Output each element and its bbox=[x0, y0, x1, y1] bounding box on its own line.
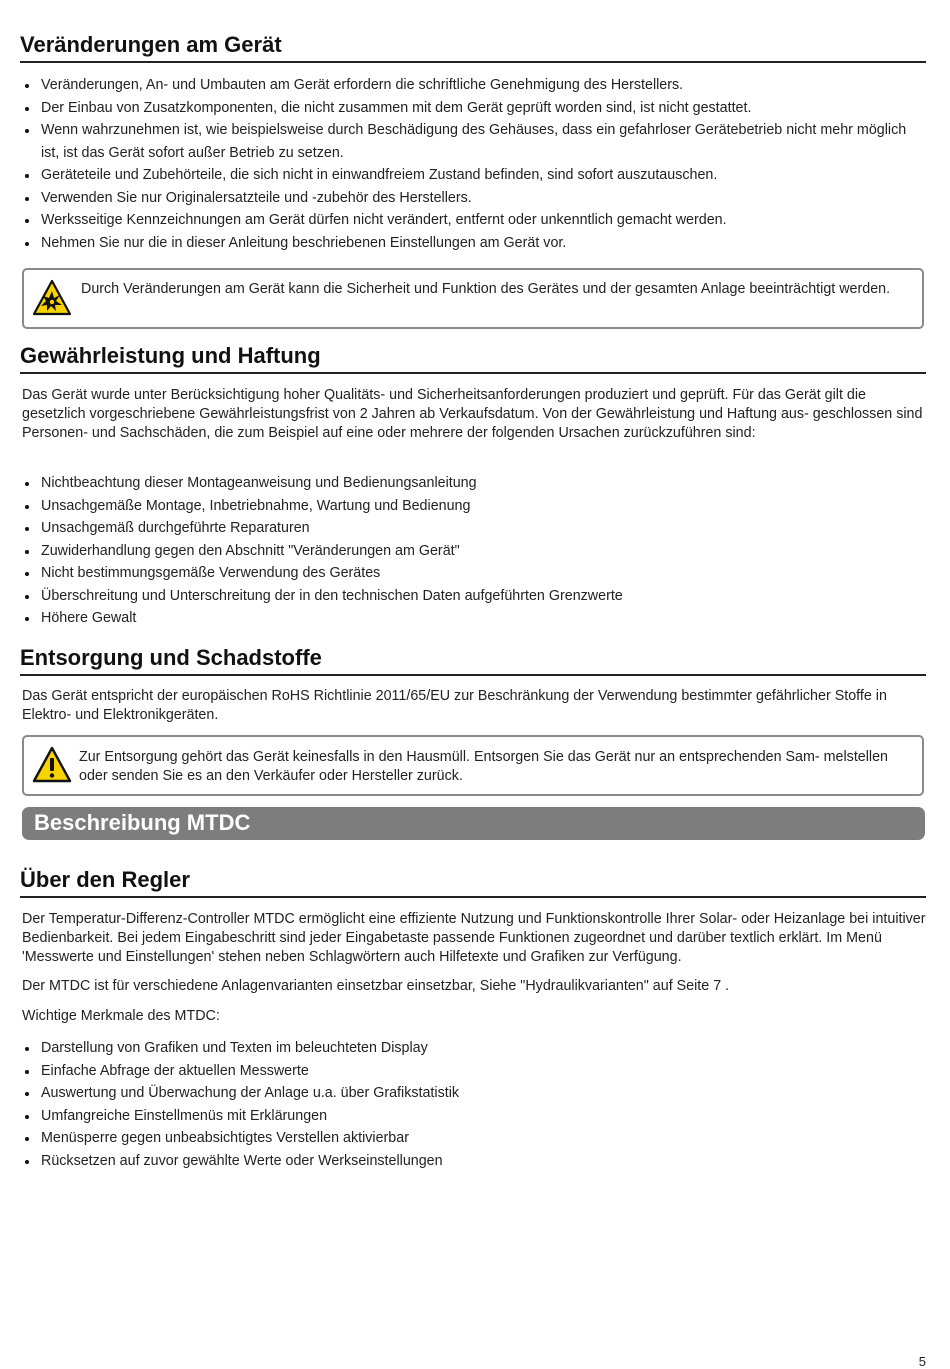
about-paragraph-2: Der MTDC ist für verschiedene Anlagenvarianten einsetzbar einsetzbar, Siehe "Hydraulikvarianten" auf Seite 7 . bbox=[22, 978, 730, 994]
list-item: Einfache Abfrage der aktuellen Messwerte bbox=[22, 1060, 922, 1083]
list-item: Nicht bestimmungsgemäße Verwendung des Gerätes bbox=[22, 562, 922, 585]
heading-changes: Veränderungen am Gerät bbox=[20, 32, 926, 63]
heading-warranty: Gewährleistung und Haftung bbox=[20, 343, 926, 374]
warning-text: Durch Veränderungen am Gerät kann die Sicherheit und Funktion des Gerätes und der gesamten Anlage beeinträchtigt werden. bbox=[81, 281, 891, 297]
caution-triangle-icon bbox=[32, 746, 72, 784]
list-item: Zuwiderhandlung gegen den Abschnitt "Veränderungen am Gerät" bbox=[22, 540, 922, 563]
list-item: Veränderungen, An- und Umbauten am Gerät erfordern die schriftliche Genehmigung des Herstellers. bbox=[22, 74, 922, 97]
chapter-title: Beschreibung MTDC bbox=[34, 810, 251, 835]
warranty-list bbox=[22, 472, 922, 630]
about-paragraph-3: Wichtige Merkmale des MTDC: bbox=[22, 1008, 220, 1024]
list-item: Unsachgemäße Montage, Inbetriebnahme, Wartung und Bedienung bbox=[22, 495, 922, 518]
warranty-intro: Das Gerät wurde unter Berücksichtigung hoher Qualitäts- und Sicherheitsanforderungen produziert und geprüft. Für das Gerät gilt die gesetzlich vorgeschriebene Gewährleistungsfrist von 2 Jahren ab Verkaufsdatum. Von der Gewährleistung und Haftung aus- geschlossen sind Personen- und Sachschäden, die zum Beispiel auf eine oder mehrere der folgenden Ursachen zurückzuführen sind: bbox=[22, 387, 923, 441]
list-item: Unsachgemäß durchgeführte Reparaturen bbox=[22, 517, 922, 540]
heading-disposal: Entsorgung und Schadstoffe bbox=[20, 645, 926, 676]
list-item: Darstellung von Grafiken und Texten im beleuchteten Display bbox=[22, 1037, 922, 1060]
list-item: Der Einbau von Zusatzkomponenten, die nicht zusammen mit dem Gerät geprüft worden sind, ist nicht gestattet. bbox=[22, 97, 922, 120]
list-item: Umfangreiche Einstellmenüs mit Erklärungen bbox=[22, 1105, 922, 1128]
list-item: Nichtbeachtung dieser Montageanweisung und Bedienungsanleitung bbox=[22, 472, 922, 495]
heading-about: Über den Regler bbox=[20, 867, 926, 898]
changes-list bbox=[22, 74, 922, 254]
warning-box-changes bbox=[22, 268, 924, 329]
list-item: Höhere Gewalt bbox=[22, 607, 922, 630]
features-list bbox=[22, 1037, 922, 1172]
chapter-banner bbox=[22, 807, 925, 840]
list-item: Nehmen Sie nur die in dieser Anleitung beschriebenen Einstellungen am Gerät vor. bbox=[22, 232, 922, 255]
list-item: Auswertung und Überwachung der Anlage u.a. über Grafikstatistik bbox=[22, 1082, 922, 1105]
warning-box-disposal bbox=[22, 735, 924, 796]
list-item: Wenn wahrzunehmen ist, wie beispielsweise durch Beschädigung des Gehäuses, dass ein gefahrloser Gerätebetrieb nicht mehr möglich ist, ist das Gerät sofort außer Betrieb zu setzen. bbox=[22, 119, 922, 164]
list-item: Überschreitung und Unterschreitung der in den technischen Daten aufgeführten Grenzwerte bbox=[22, 585, 922, 608]
list-item: Menüsperre gegen unbeabsichtigtes Verstellen aktivierbar bbox=[22, 1127, 922, 1150]
warning-text: Zur Entsorgung gehört das Gerät keinesfalls in den Hausmüll. Entsorgen Sie das Gerät nur an entsprechenden Sam- melstellen oder senden Sie es an den Verkäufer oder Hersteller zurück. bbox=[79, 749, 889, 784]
list-item: Werksseitige Kennzeichnungen am Gerät dürfen nicht verändert, entfernt oder unkenntlich gemacht werden. bbox=[22, 209, 922, 232]
list-item: Verwenden Sie nur Originalersatzteile und -zubehör des Herstellers. bbox=[22, 187, 922, 210]
page-number: 5 bbox=[918, 1354, 926, 1369]
about-paragraph-1: Der Temperatur-Differenz-Controller MTDC ermöglicht eine effiziente Nutzung und Funktionskontrolle Ihrer Solar- oder Heizanlage bei intuitiver Bedienbarkeit. Bei jedem Eingabeschritt sind jeder Eingabetaste passende Funktionen zugeordnet und darüber textlich erklärt. Im Menü 'Messwerte und Einstellungen' stehen neben Schlagwörtern auch Hilfetexte und Grafiken zur Verfügung. bbox=[22, 911, 926, 965]
list-item: Geräteteile und Zubehörteile, die sich nicht in einwandfreiem Zustand befinden, sind sofort auszutauschen. bbox=[22, 164, 922, 187]
explosion-warning-icon bbox=[32, 279, 72, 317]
disposal-intro: Das Gerät entspricht der europäischen RoHS Richtlinie 2011/65/EU zur Beschränkung der Verwendung bestimmter gefährlicher Stoffe in Elektro- und Elektronikgeräten. bbox=[22, 688, 887, 723]
list-item: Rücksetzen auf zuvor gewählte Werte oder Werkseinstellungen bbox=[22, 1150, 922, 1173]
